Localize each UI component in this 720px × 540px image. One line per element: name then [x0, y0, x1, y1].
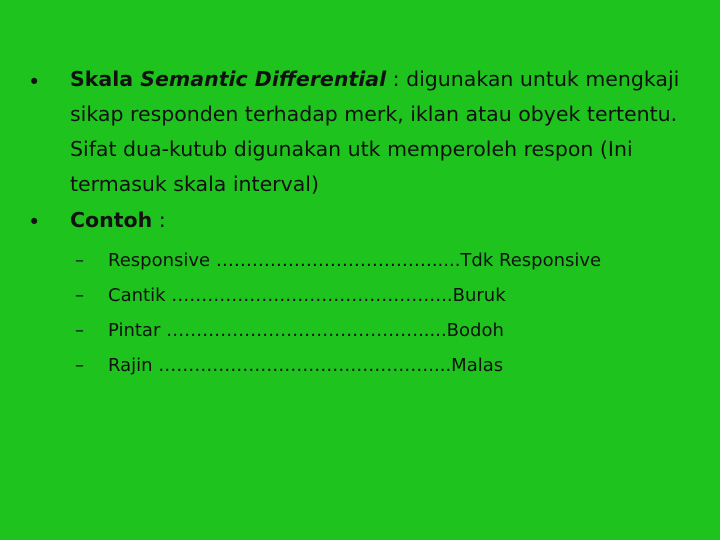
example-row — [75, 278, 675, 313]
dash-icon: – — [75, 285, 84, 306]
example-text: Rajin ………………………………………....Malas — [108, 355, 504, 376]
bold-intro: Skala — [70, 67, 141, 91]
dash-icon: – — [75, 355, 84, 376]
bullet-text-2 — [70, 203, 690, 238]
bullet-point: • — [28, 70, 41, 94]
bullet-text-1 — [70, 62, 690, 202]
example-text: Pintar …………………………………….....Bodoh — [108, 320, 504, 341]
example-text: Responsive ……………………………….....Tdk Responsive — [108, 250, 602, 271]
dash-icon: – — [75, 250, 84, 271]
italic-term: Semantic Differential — [140, 67, 387, 91]
bullet-point: • — [28, 210, 41, 234]
dash-icon: – — [75, 320, 84, 341]
bullet-rest-text: : digunakan untuk mengkaji sikap responden terhadap merk, iklan atau obyek tertentu. Sifat dua-kutub digunakan utk memperoleh respon (Ini termasuk skala interval) — [70, 67, 680, 196]
example-text: Cantik ………………………………………..Buruk — [108, 285, 506, 306]
example-row — [75, 348, 675, 383]
example-row — [75, 243, 675, 278]
bullet-rest-text: : — [152, 208, 166, 232]
bold-intro: Contoh — [70, 208, 153, 232]
example-row — [75, 313, 675, 348]
